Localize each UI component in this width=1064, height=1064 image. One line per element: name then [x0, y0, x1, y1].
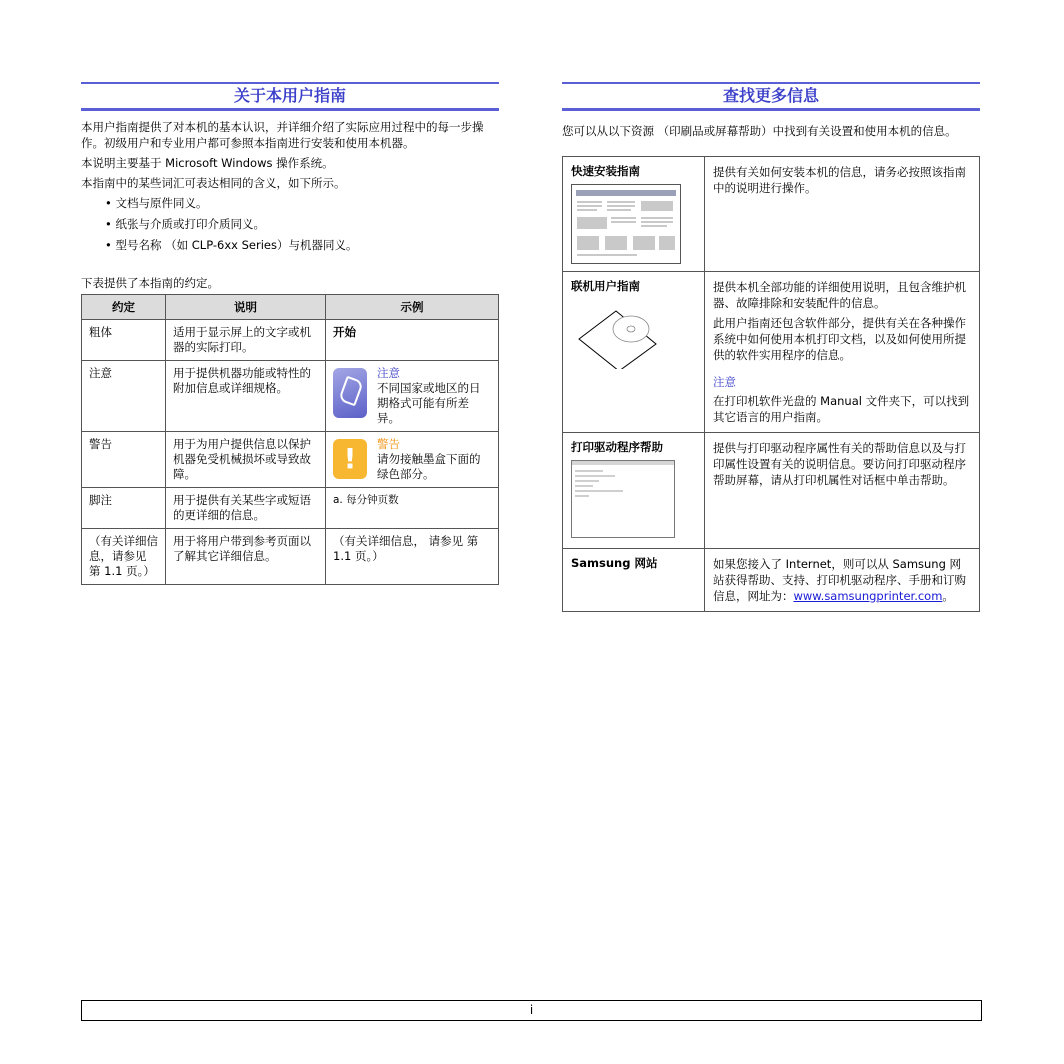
section-title-about: 关于本用户指南	[81, 82, 499, 111]
cell-example: a. 每分钟页数	[326, 488, 499, 529]
header-description: 说明	[166, 295, 326, 320]
table-row	[82, 361, 499, 432]
resource-name: 联机用户指南	[571, 279, 640, 293]
table-row	[82, 488, 499, 529]
resources-table	[562, 156, 980, 612]
resource-name: 快速安装指南	[571, 164, 640, 178]
intro-paragraph: 本说明主要基于 Microsoft Windows 操作系统。	[81, 156, 334, 170]
table-row	[563, 157, 980, 272]
section-title-more-info: 查找更多信息	[562, 82, 980, 111]
more-info-section	[562, 82, 980, 612]
resource-desc	[713, 556, 971, 604]
warning-icon: !	[333, 439, 367, 479]
cell-example: 开始	[326, 320, 499, 361]
cell-example	[326, 432, 499, 488]
more-info-intro: 您可以从以下资源 （印刷品或屏幕帮助）中找到有关设置和使用本机的信息。	[562, 124, 957, 138]
cell-description: 用于为用户提供信息以保护机器免受机械损坏或导致故障。	[166, 432, 326, 488]
url-suffix: 。	[942, 589, 954, 603]
intro-paragraph: 本用户指南提供了对本机的基本认识，并详细介绍了实际应用过程中的每一步操作。初级用户和专业用户都可参照本指南进行安装和使用本机器。	[81, 120, 484, 150]
resource-desc-cell	[705, 157, 980, 272]
table-row	[563, 549, 980, 612]
table-row	[82, 432, 499, 488]
cell-description: 适用于显示屏上的文字或机器的实际打印。	[166, 320, 326, 361]
cd-rom-icon	[571, 299, 681, 369]
resource-name-cell	[563, 272, 705, 433]
cell-convention: 警告	[82, 432, 166, 488]
note-icon	[333, 368, 367, 418]
note-heading: 注意	[377, 366, 400, 380]
cell-convention: 脚注	[82, 488, 166, 529]
resource-desc: 提供本机全部功能的详细使用说明，且包含维护机器、故障排除和安装配件的信息。	[713, 280, 966, 310]
synonym-list	[105, 195, 499, 253]
cell-example: （有关详细信息， 请参见 第 1.1 页。）	[326, 529, 499, 585]
cell-convention: 注意	[82, 361, 166, 432]
conventions-table	[81, 294, 499, 585]
note-heading: 注意	[713, 375, 736, 389]
table-caption: 下表提供了本指南的约定。	[81, 276, 219, 290]
warning-heading: 警告	[377, 437, 400, 451]
samsung-website-link[interactable]: www.samsungprinter.com	[793, 589, 943, 603]
resource-desc-cell	[705, 433, 980, 549]
header-example: 示例	[326, 295, 499, 320]
table-header-row	[82, 295, 499, 320]
cell-convention: （有关详细信息，请参见 第 1.1 页。）	[82, 529, 166, 585]
cell-description: 用于提供机器功能或特性的附加信息或详细规格。	[166, 361, 326, 432]
table-row	[563, 272, 980, 433]
cell-convention: 粗体	[82, 320, 166, 361]
resource-name-cell	[563, 433, 705, 549]
cell-description: 用于将用户带到参考页面以了解其它详细信息。	[166, 529, 326, 585]
list-item: • 文档与原件同义。	[105, 195, 499, 211]
about-guide-section	[81, 82, 499, 585]
resource-desc-text: 如果您接入了 Internet，则可以从 Samsung 网站获得帮助、支持、打印机驱动程序、手册和订购信息，网址为：	[713, 557, 966, 603]
page-number: i	[529, 1003, 534, 1017]
list-item: • 型号名称 （如 CLP-6xx Series）与机器同义。	[105, 237, 499, 253]
table-row	[82, 320, 499, 361]
resource-desc-cell	[705, 549, 980, 612]
note-text: 在打印机软件光盘的 Manual 文件夹下，可以找到其它语言的用户指南。	[713, 394, 970, 424]
resource-name-cell	[563, 157, 705, 272]
page-footer	[81, 1000, 982, 1021]
table-row	[82, 529, 499, 585]
quick-install-guide-thumbnail	[571, 184, 681, 264]
intro-block	[81, 119, 499, 191]
intro-paragraph: 本指南中的某些词汇可表达相同的含义，如下所示。	[81, 176, 346, 190]
list-item: • 纸张与介质或打印介质同义。	[105, 216, 499, 232]
resource-desc: 提供与打印驱动程序属性有关的帮助信息以及与打印属性设置有关的说明信息。要访问打印驱动程序帮助屏幕，请从打印机属性对话框中单击帮助。	[713, 441, 966, 487]
cell-description: 用于提供有关某些字或短语的更详细的信息。	[166, 488, 326, 529]
resource-desc: 此用户指南还包含软件部分，提供有关在各种操作系统中如何使用本机打印文档，以及如何使用所提供的软件实用程序的信息。	[713, 316, 966, 362]
resource-name-cell	[563, 549, 705, 612]
resource-desc: 提供有关如何安装本机的信息，请务必按照该指南中的说明进行操作。	[713, 165, 966, 195]
resource-name: 打印驱动程序帮助	[571, 440, 663, 454]
note-text: 不同国家或地区的日期格式可能有所差异。	[377, 381, 481, 425]
driver-help-screen-thumbnail	[571, 460, 675, 538]
resource-desc-cell	[705, 272, 980, 433]
header-convention: 约定	[82, 295, 166, 320]
cell-example	[326, 361, 499, 432]
resource-name: Samsung 网站	[571, 556, 658, 570]
table-row	[563, 433, 980, 549]
warning-text: 请勿接触墨盒下面的绿色部分。	[377, 452, 481, 481]
